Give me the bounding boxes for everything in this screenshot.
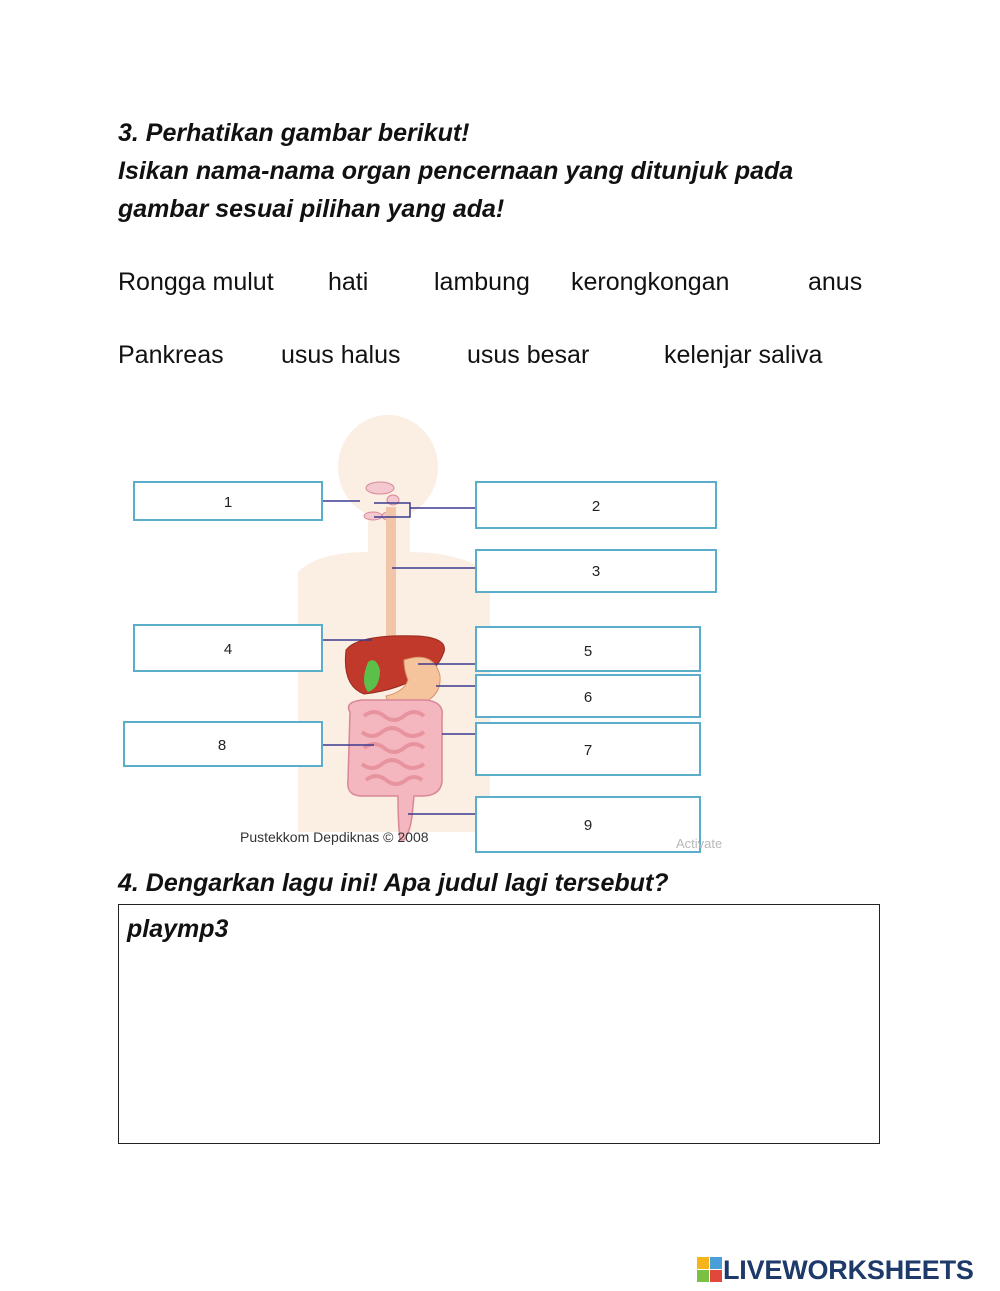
option-word: usus halus: [281, 341, 401, 369]
image-credit: Pustekkom Depdiknas © 2008: [240, 829, 429, 845]
audio-answer-box: [118, 904, 880, 1144]
option-word: kerongkongan: [571, 268, 730, 296]
option-word: hati: [328, 268, 369, 296]
liveworksheets-logo: [697, 1255, 974, 1285]
watermark-text: Activate: [676, 836, 723, 851]
esophagus: [386, 507, 396, 642]
logo-blocks-icon: [697, 1257, 723, 1283]
question-3-title: 3. Perhatikan gambar berikut!: [118, 119, 470, 147]
question-4-title: 4. Dengarkan lagu ini! Apa judul lagi tersebut?: [118, 869, 669, 897]
option-word: kelenjar saliva: [664, 341, 823, 369]
logo-text: LIVEWORKSHEETS: [723, 1255, 974, 1285]
option-word: anus: [808, 268, 863, 296]
label-number: 5: [583, 643, 593, 660]
label-number: 7: [583, 742, 593, 759]
label-number: 6: [583, 689, 593, 706]
question-3-instruction-line2: gambar sesuai pilihan yang ada!: [118, 195, 505, 223]
label-number: 8: [217, 737, 227, 754]
digestive-system-diagram: [118, 412, 730, 860]
option-word: usus besar: [467, 341, 590, 369]
option-word: lambung: [434, 268, 530, 296]
label-number: 9: [583, 817, 593, 834]
option-word: Rongga mulut: [118, 268, 274, 296]
label-number: 3: [591, 563, 601, 580]
label-number: 1: [223, 494, 233, 511]
question-3-instruction-line1: Isikan nama-nama organ pencernaan yang ditunjuk pada: [118, 157, 794, 185]
label-number: 4: [223, 641, 233, 658]
option-word: Pankreas: [118, 341, 224, 369]
play-audio-button[interactable]: playmp3: [127, 915, 229, 943]
label-number: 2: [591, 498, 601, 515]
